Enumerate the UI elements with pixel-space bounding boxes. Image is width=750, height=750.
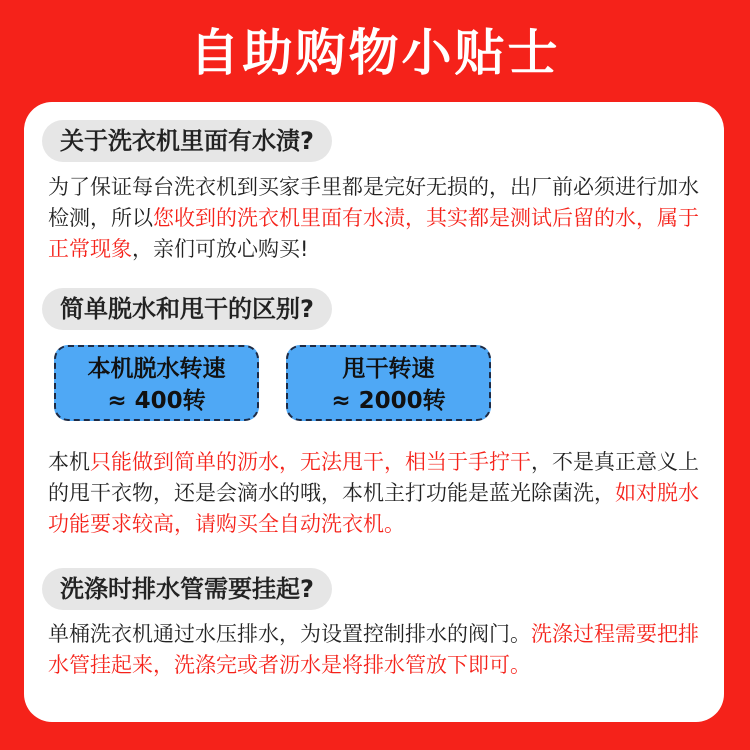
answer-text: 本机 <box>48 450 90 474</box>
speed-value: ≈ 400转 <box>107 388 206 414</box>
answer-highlight: 如对脱水功能要求较高，请购买全自动洗衣机。 <box>48 481 699 536</box>
answer-highlight: 洗涤过程需要把排水管挂起来，洗涤完或者沥水是将排水管放下即可。 <box>48 622 699 677</box>
answer-water-stains <box>48 172 708 265</box>
answer-text: 单桶洗衣机通过水压排水，为设置控制排水的阀门。 <box>48 622 531 646</box>
speed-label: 甩干转速 <box>342 356 435 382</box>
speed-label: 本机脱水转速 <box>87 356 226 382</box>
speed-box-spin-dry <box>286 345 491 421</box>
question-drain-hose: 洗涤时排水管需要挂起? <box>42 568 332 610</box>
answer-drain-hose <box>48 619 708 681</box>
question-water-stains: 关于洗衣机里面有水渍? <box>42 120 332 162</box>
answer-spin-vs-dry <box>48 447 708 540</box>
answer-text: ，亲们可放心购买! <box>132 237 309 261</box>
answer-text: ，不是真正意义上的甩干衣物，还是会滴水的哦，本机主打功能是蓝光除菌洗， <box>48 450 699 505</box>
speed-value: ≈ 2000转 <box>331 388 446 414</box>
answer-highlight: 您收到的洗衣机里面有水渍，其实都是测试后留的水，属于正常现象 <box>48 206 699 261</box>
answer-text: 为了保证每台洗衣机到买家手里都是完好无损的，出厂前必须进行加水检测，所以 <box>48 175 699 230</box>
speed-box-this-machine <box>54 345 259 421</box>
question-spin-vs-dry: 简单脱水和甩干的区别? <box>42 288 332 330</box>
tips-card <box>24 102 724 722</box>
answer-highlight: 只能做到简单的沥水，无法甩干，相当于手拧干 <box>90 450 531 474</box>
page-title: 自助购物小贴士 <box>189 24 561 82</box>
